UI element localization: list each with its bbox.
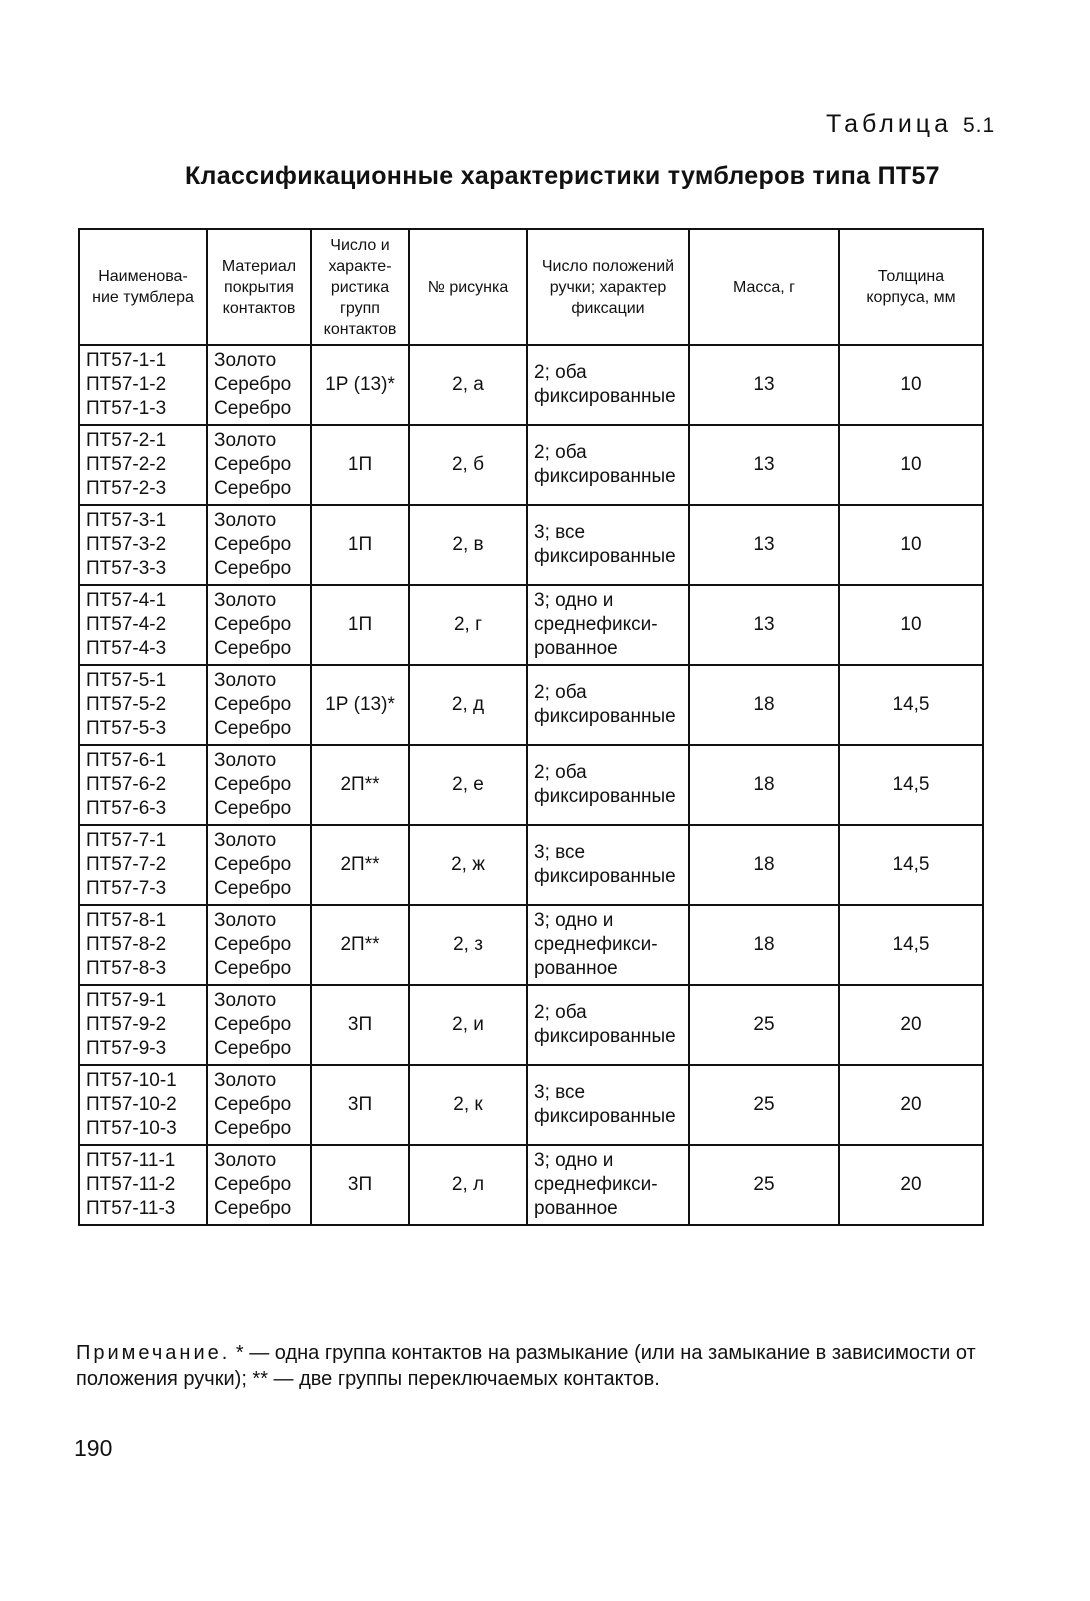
switch-name: ПТ57-5-3: [86, 718, 167, 739]
mass-cell: 25: [689, 1065, 839, 1145]
body-thickness-cell: 14,5: [839, 665, 983, 745]
contact-material: Серебро: [214, 534, 292, 555]
mass-cell: 25: [689, 1145, 839, 1225]
switch-name: ПТ57-8-1: [86, 910, 167, 931]
switch-name: ПТ57-5-1: [86, 670, 167, 691]
handle-positions-cell: [527, 825, 689, 905]
switch-name: ПТ57-8-2: [86, 934, 167, 955]
switch-characteristics-table: [78, 228, 984, 1226]
switch-name: ПТ57-5-2: [86, 694, 167, 715]
switch-name: ПТ57-3-1: [86, 510, 167, 531]
contact-material: Серебро: [214, 774, 292, 795]
switch-name: ПТ57-10-1: [86, 1070, 177, 1091]
header-switch-name: Наименова-ние тумблера: [79, 229, 207, 345]
page-number: 190: [74, 1435, 113, 1461]
contact-material: Серебро: [214, 558, 292, 579]
handle-positions-line: 2; оба: [534, 1002, 587, 1023]
contact-material: Серебро: [214, 1118, 292, 1139]
contact-material: Золото: [214, 830, 277, 851]
contact-material: Серебро: [214, 694, 292, 715]
contact-material: Серебро: [214, 878, 292, 899]
body-thickness-cell: 10: [839, 345, 983, 425]
handle-positions-line: 3; все: [534, 842, 586, 863]
switch-names-cell: [79, 505, 207, 585]
table-number: 5.1: [962, 114, 996, 137]
switch-name: ПТ57-10-3: [86, 1118, 177, 1139]
switch-names-cell: [79, 1145, 207, 1225]
figure-number-cell: 2, к: [409, 1065, 527, 1145]
body-thickness-cell: 20: [839, 1145, 983, 1225]
switch-names-cell: [79, 985, 207, 1065]
switch-name: ПТ57-4-1: [86, 590, 167, 611]
switch-name: ПТ57-6-3: [86, 798, 167, 819]
switch-name: ПТ57-11-1: [86, 1150, 176, 1171]
handle-positions-line: среднефикси-: [534, 1174, 658, 1195]
handle-positions-line: фиксированные: [534, 466, 676, 487]
handle-positions-line: фиксированные: [534, 1026, 676, 1047]
contact-groups-cell: 1П: [311, 585, 409, 665]
contact-material-cell: [207, 1065, 311, 1145]
switch-names-cell: [79, 585, 207, 665]
switch-names-cell: [79, 745, 207, 825]
handle-positions-line: фиксированные: [534, 546, 676, 567]
contact-material: Золото: [214, 510, 277, 531]
switch-name: ПТ57-4-2: [86, 614, 167, 635]
contact-groups-cell: 2П**: [311, 745, 409, 825]
body-thickness-cell: 14,5: [839, 905, 983, 985]
handle-positions-line: фиксированные: [534, 706, 676, 727]
contact-material: Серебро: [214, 638, 292, 659]
handle-positions-cell: [527, 985, 689, 1065]
contact-material-cell: [207, 425, 311, 505]
handle-positions-cell: [527, 1145, 689, 1225]
table-body: [79, 345, 983, 1225]
contact-material: Золото: [214, 1070, 277, 1091]
switch-name: ПТ57-3-2: [86, 534, 167, 555]
switch-name: ПТ57-6-1: [86, 750, 167, 771]
figure-number-cell: 2, з: [409, 905, 527, 985]
contact-material: Золото: [214, 990, 277, 1011]
figure-number-cell: 2, и: [409, 985, 527, 1065]
contact-groups-cell: 2П**: [311, 825, 409, 905]
switch-name: ПТ57-2-1: [86, 430, 167, 451]
table-row: [79, 1065, 983, 1145]
handle-positions-line: 3; все: [534, 1082, 586, 1103]
switch-name: ПТ57-9-3: [86, 1038, 167, 1059]
handle-positions-line: 2; оба: [534, 442, 587, 463]
contact-material-cell: [207, 825, 311, 905]
switch-name: ПТ57-7-2: [86, 854, 167, 875]
switch-name: ПТ57-1-2: [86, 374, 167, 395]
table-row: [79, 425, 983, 505]
switch-name: ПТ57-2-3: [86, 478, 167, 499]
handle-positions-line: 3; одно и: [534, 910, 614, 931]
mass-cell: 18: [689, 745, 839, 825]
switch-name: ПТ57-6-2: [86, 774, 167, 795]
contact-material: Серебро: [214, 798, 292, 819]
contact-material: Золото: [214, 750, 277, 771]
body-thickness-cell: 10: [839, 505, 983, 585]
contact-material: Серебро: [214, 958, 292, 979]
handle-positions-cell: [527, 425, 689, 505]
switch-name: ПТ57-8-3: [86, 958, 167, 979]
switch-name: ПТ57-2-2: [86, 454, 167, 475]
switch-name: ПТ57-7-1: [86, 830, 167, 851]
handle-positions-cell: [527, 905, 689, 985]
handle-positions-line: фиксированные: [534, 786, 676, 807]
contact-material: Серебро: [214, 718, 292, 739]
contact-material-cell: [207, 745, 311, 825]
handle-positions-line: фиксированные: [534, 1106, 676, 1127]
note-label: Примечание.: [76, 1342, 231, 1364]
switch-name: ПТ57-4-3: [86, 638, 167, 659]
handle-positions-cell: [527, 585, 689, 665]
switch-names-cell: [79, 1065, 207, 1145]
handle-positions-line: 2; оба: [534, 362, 587, 383]
handle-positions-line: рованное: [534, 638, 618, 659]
note-text: * — одна группа контактов на размыкание (или на замыкание в зависимости от положения ручки); ** — две группы переключаемых контактов.: [76, 1342, 976, 1390]
table-row: [79, 985, 983, 1065]
table-label-word: Таблица: [826, 110, 953, 138]
mass-cell: 18: [689, 825, 839, 905]
handle-positions-cell: [527, 345, 689, 425]
body-thickness-cell: 10: [839, 425, 983, 505]
switch-name: ПТ57-11-3: [86, 1198, 176, 1219]
figure-number-cell: 2, а: [409, 345, 527, 425]
contact-material: Серебро: [214, 854, 292, 875]
contact-material: Серебро: [214, 934, 292, 955]
contact-material-cell: [207, 1145, 311, 1225]
contact-material-cell: [207, 585, 311, 665]
contact-material-cell: [207, 665, 311, 745]
handle-positions-line: 3; все: [534, 522, 586, 543]
contact-groups-cell: 3П: [311, 1065, 409, 1145]
table-row: [79, 905, 983, 985]
header-mass: Масса, г: [689, 229, 839, 345]
mass-cell: 13: [689, 585, 839, 665]
header-handle-positions: Число положений ручки; характер фиксации: [527, 229, 689, 345]
handle-positions-line: среднефикси-: [534, 934, 658, 955]
contact-material: Золото: [214, 910, 277, 931]
contact-groups-cell: 3П: [311, 1145, 409, 1225]
table-row: [79, 345, 983, 425]
handle-positions-line: 3; одно и: [534, 590, 614, 611]
contact-material: Серебро: [214, 454, 292, 475]
switch-name: ПТ57-10-2: [86, 1094, 177, 1115]
handle-positions-line: 3; одно и: [534, 1150, 614, 1171]
header-body-thickness: Толщина корпуса, мм: [839, 229, 983, 345]
figure-number-cell: 2, в: [409, 505, 527, 585]
handle-positions-cell: [527, 1065, 689, 1145]
switch-name: ПТ57-1-1: [86, 350, 167, 371]
contact-material: Золото: [214, 590, 277, 611]
figure-number-cell: 2, б: [409, 425, 527, 505]
contact-material: Серебро: [214, 478, 292, 499]
table-row: [79, 745, 983, 825]
table-row: [79, 1145, 983, 1225]
table-row: [79, 665, 983, 745]
switch-names-cell: [79, 345, 207, 425]
mass-cell: 13: [689, 425, 839, 505]
handle-positions-cell: [527, 745, 689, 825]
contact-material-cell: [207, 505, 311, 585]
contact-groups-cell: 1П: [311, 425, 409, 505]
handle-positions-line: фиксированные: [534, 866, 676, 887]
figure-number-cell: 2, д: [409, 665, 527, 745]
table-header-row: [79, 229, 983, 345]
contact-material: Серебро: [214, 1174, 292, 1195]
table-row: [79, 505, 983, 585]
contact-material: Серебро: [214, 1198, 292, 1219]
handle-positions-line: рованное: [534, 1198, 618, 1219]
mass-cell: 25: [689, 985, 839, 1065]
handle-positions-line: рованное: [534, 958, 618, 979]
contact-material: Серебро: [214, 1014, 292, 1035]
mass-cell: 18: [689, 905, 839, 985]
contact-material-cell: [207, 985, 311, 1065]
switch-name: ПТ57-3-3: [86, 558, 167, 579]
contact-material-cell: [207, 345, 311, 425]
switch-name: ПТ57-7-3: [86, 878, 167, 899]
table-title: Классификационные характеристики тумблеров типа ПТ57: [185, 162, 940, 190]
contact-groups-cell: 1П: [311, 505, 409, 585]
switch-name: ПТ57-1-3: [86, 398, 167, 419]
contact-material: Серебро: [214, 1094, 292, 1115]
body-thickness-cell: 14,5: [839, 825, 983, 905]
mass-cell: 13: [689, 505, 839, 585]
contact-material: Серебро: [214, 1038, 292, 1059]
contact-groups-cell: 1Р (13)*: [311, 345, 409, 425]
contact-groups-cell: 2П**: [311, 905, 409, 985]
body-thickness-cell: 10: [839, 585, 983, 665]
contact-material: Серебро: [214, 614, 292, 635]
handle-positions-cell: [527, 505, 689, 585]
table-row: [79, 825, 983, 905]
header-contact-material: Материал покрытия контактов: [207, 229, 311, 345]
header-contact-groups: Число и характе-ристика групп контактов: [311, 229, 409, 345]
body-thickness-cell: 20: [839, 985, 983, 1065]
switch-name: ПТ57-11-2: [86, 1174, 176, 1195]
body-thickness-cell: 14,5: [839, 745, 983, 825]
contact-material: Золото: [214, 1150, 277, 1171]
figure-number-cell: 2, ж: [409, 825, 527, 905]
table-label: [826, 110, 995, 139]
mass-cell: 18: [689, 665, 839, 745]
switch-name: ПТ57-9-2: [86, 1014, 167, 1035]
figure-number-cell: 2, г: [409, 585, 527, 665]
contact-groups-cell: 1Р (13)*: [311, 665, 409, 745]
contact-material: Золото: [214, 670, 277, 691]
contact-material: Золото: [214, 350, 277, 371]
figure-number-cell: 2, е: [409, 745, 527, 825]
handle-positions-cell: [527, 665, 689, 745]
switch-names-cell: [79, 425, 207, 505]
handle-positions-line: 2; оба: [534, 762, 587, 783]
table-note: [76, 1340, 996, 1392]
switch-names-cell: [79, 665, 207, 745]
handle-positions-line: среднефикси-: [534, 614, 658, 635]
handle-positions-line: фиксированные: [534, 386, 676, 407]
header-figure-number: № рисунка: [409, 229, 527, 345]
contact-material-cell: [207, 905, 311, 985]
contact-groups-cell: 3П: [311, 985, 409, 1065]
contact-material: Серебро: [214, 374, 292, 395]
table-row: [79, 585, 983, 665]
handle-positions-line: 2; оба: [534, 682, 587, 703]
figure-number-cell: 2, л: [409, 1145, 527, 1225]
contact-material: Золото: [214, 430, 277, 451]
switch-names-cell: [79, 825, 207, 905]
mass-cell: 13: [689, 345, 839, 425]
switch-name: ПТ57-9-1: [86, 990, 167, 1011]
body-thickness-cell: 20: [839, 1065, 983, 1145]
switch-names-cell: [79, 905, 207, 985]
contact-material: Серебро: [214, 398, 292, 419]
